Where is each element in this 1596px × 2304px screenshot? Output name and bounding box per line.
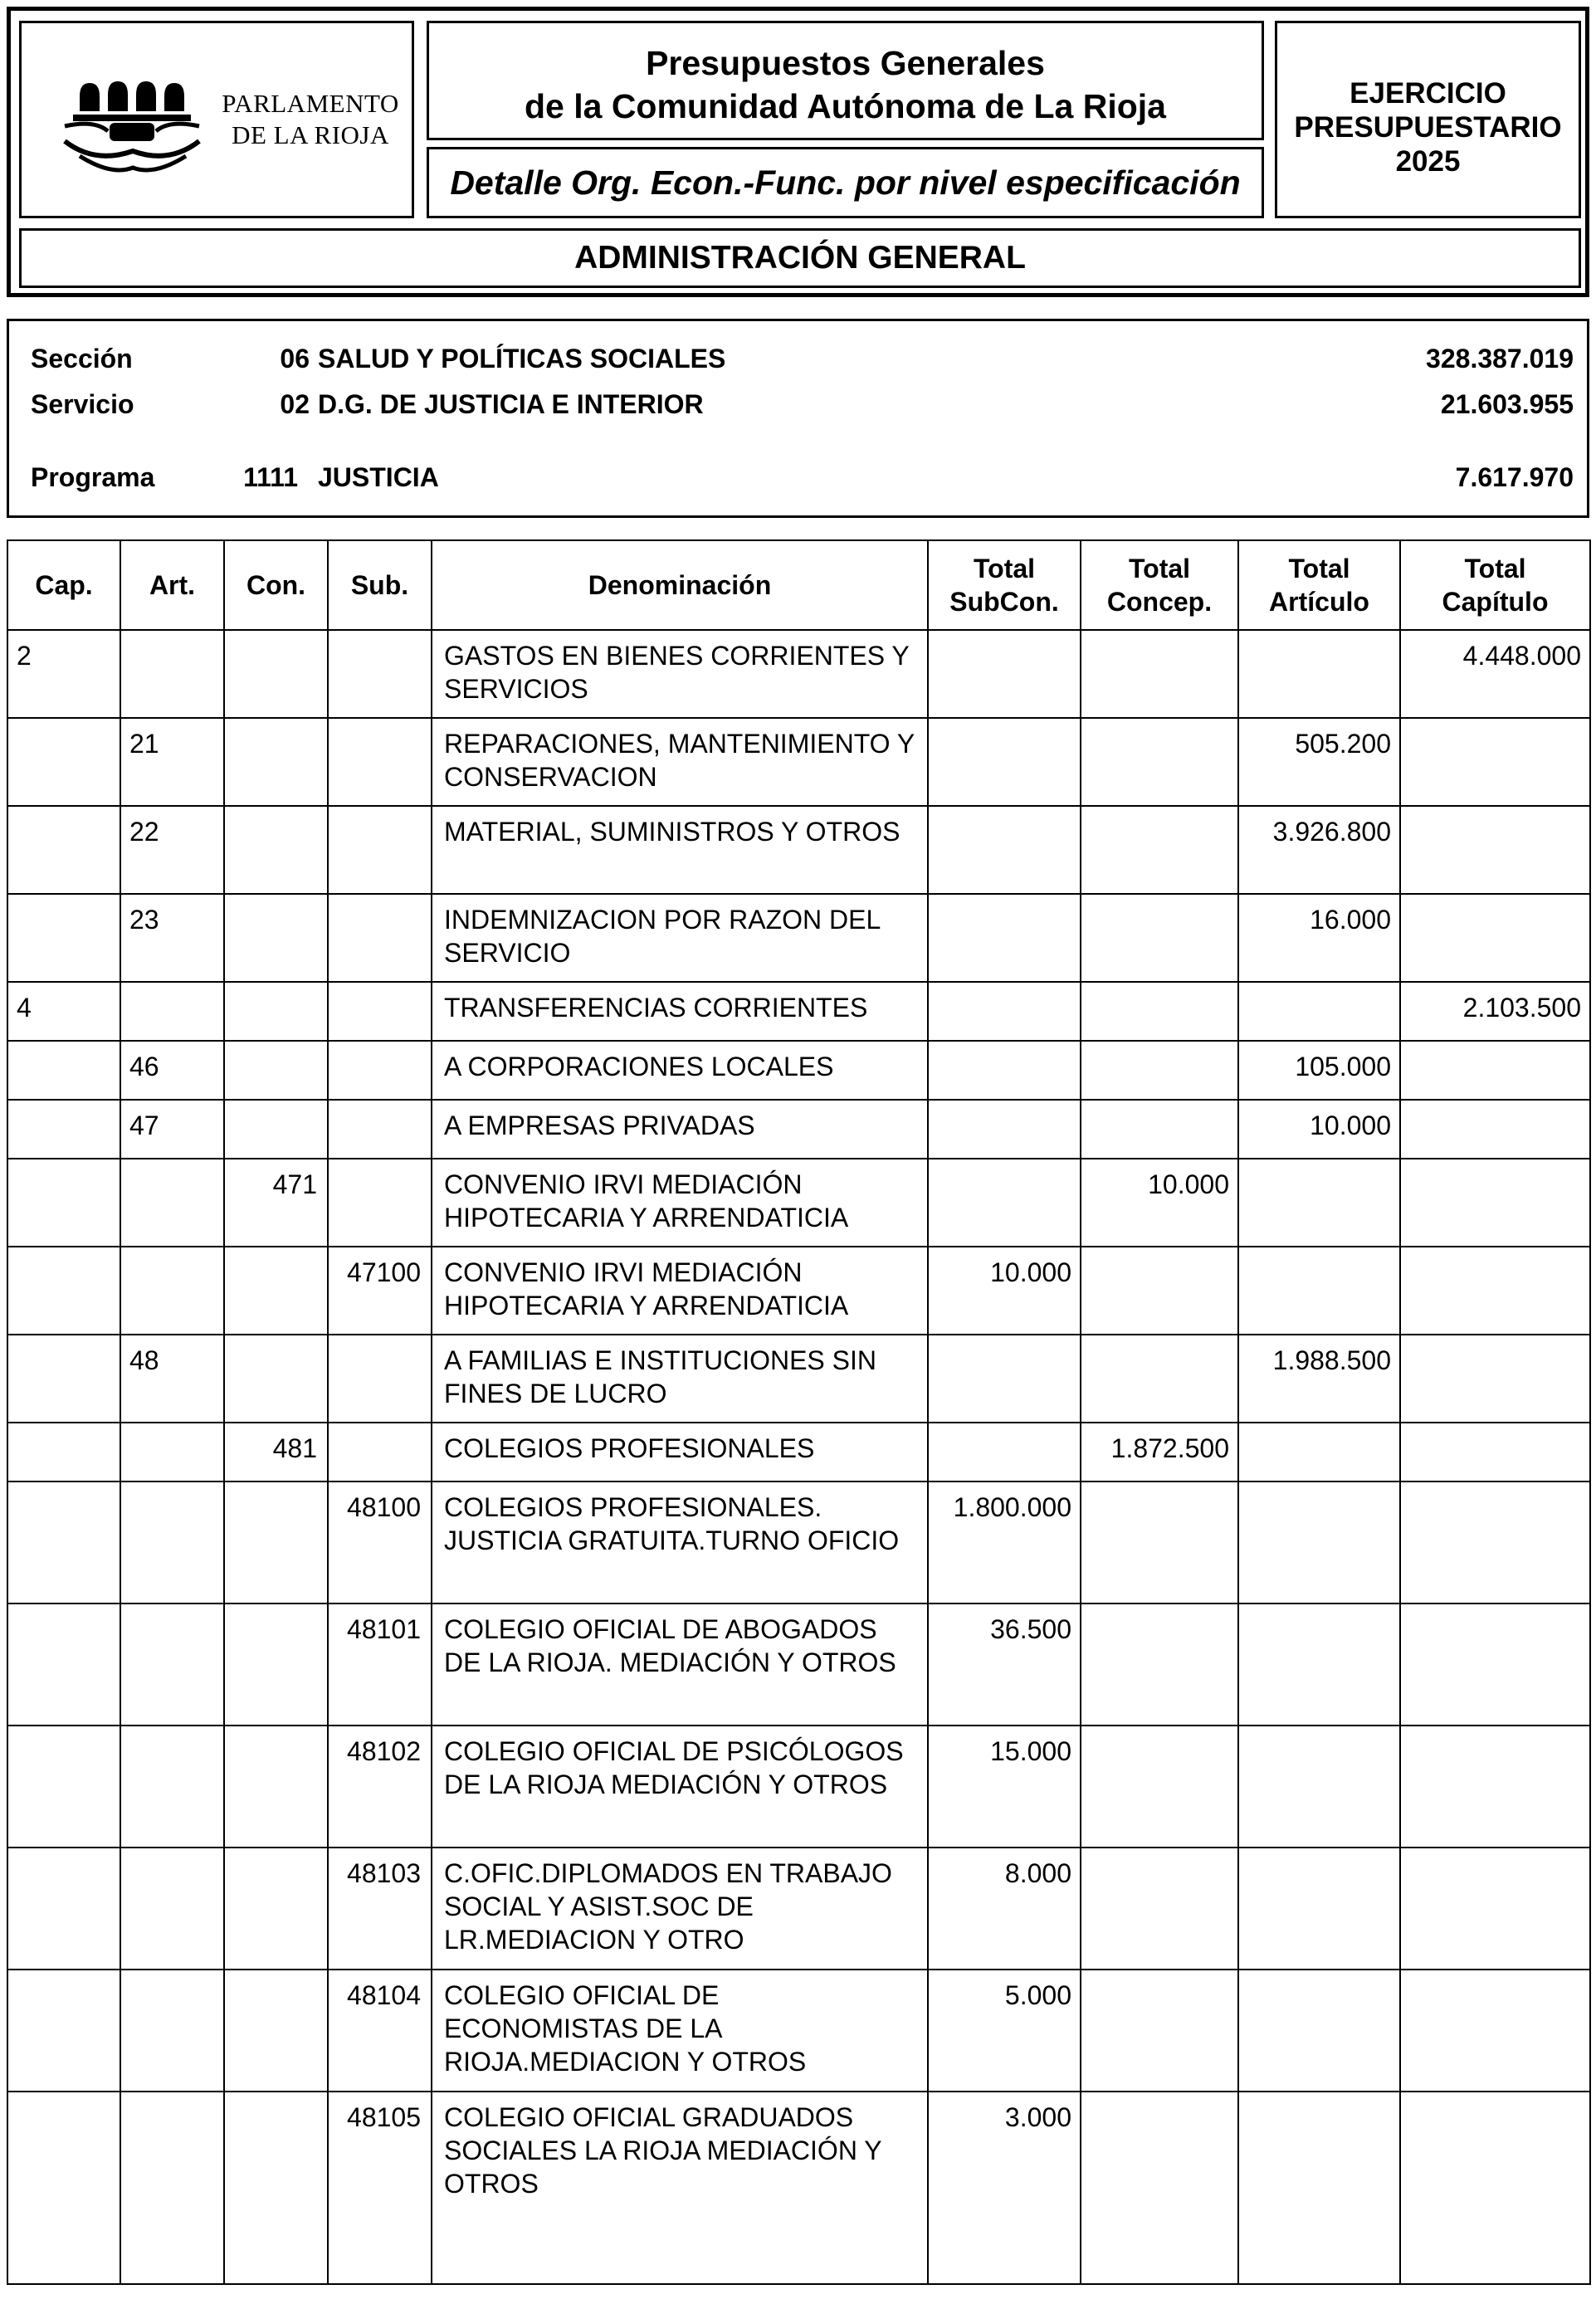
- cell-total-articulo: [1238, 982, 1400, 1041]
- cell-sub: [328, 1423, 432, 1481]
- table-row: [7, 1041, 1590, 1100]
- header-total-subcon: [928, 540, 1081, 630]
- programa-code: 1111: [243, 462, 298, 492]
- cell-total-subcon: 5.000: [928, 1970, 1081, 2092]
- logo-box: [19, 21, 414, 218]
- cell-total-subcon: 36.500: [928, 1604, 1081, 1726]
- table-row: [7, 1604, 1590, 1726]
- cell-denominacion: A EMPRESAS PRIVADAS: [432, 1100, 928, 1159]
- table-row: [7, 1970, 1590, 2092]
- cell-total-subcon: [928, 1423, 1081, 1481]
- cell-total-capitulo: [1400, 1481, 1590, 1604]
- cell-cap: [7, 2092, 120, 2284]
- cell-cap: [7, 894, 120, 982]
- cell-total-capitulo: [1400, 1848, 1590, 1970]
- exercise-year: 2025: [1395, 145, 1461, 178]
- cell-denominacion: COLEGIOS PROFESIONALES: [432, 1423, 928, 1481]
- servicio-name: D.G. DE JUSTICIA E INTERIOR: [318, 389, 704, 419]
- cell-con: [224, 1335, 328, 1423]
- cell-cap: [7, 718, 120, 806]
- cell-total-articulo: [1238, 1247, 1400, 1335]
- exercise-box: [1275, 21, 1581, 218]
- cell-con: [224, 1604, 328, 1726]
- seccion-label: Sección: [31, 344, 133, 373]
- cell-total-capitulo: [1400, 806, 1590, 894]
- cell-total-concep: [1081, 982, 1238, 1041]
- cell-total-subcon: [928, 1335, 1081, 1423]
- table-row: [7, 718, 1590, 806]
- header-total-capitulo-line2: Capítulo: [1442, 587, 1549, 617]
- cell-con: [224, 1970, 328, 2092]
- cell-sub: 48104: [328, 1970, 432, 2092]
- cell-denominacion: COLEGIO OFICIAL DE ABOGADOS DE LA RIOJA. MEDIACIÓN Y OTROS: [432, 1604, 928, 1726]
- servicio-row: [9, 383, 1587, 425]
- cell-cap: [7, 1041, 120, 1100]
- cell-total-capitulo: [1400, 1100, 1590, 1159]
- seccion-code: 06: [280, 344, 310, 373]
- cell-art: [120, 630, 224, 718]
- cell-total-subcon: 10.000: [928, 1247, 1081, 1335]
- cell-cap: 4: [7, 982, 120, 1041]
- cell-art: [120, 1970, 224, 2092]
- header-total-concep-line2: Concep.: [1106, 587, 1213, 617]
- cell-total-subcon: [928, 718, 1081, 806]
- cell-total-articulo: [1238, 1159, 1400, 1247]
- cell-total-capitulo: [1400, 718, 1590, 806]
- cell-total-concep: [1081, 806, 1238, 894]
- cell-denominacion: INDEMNIZACION POR RAZON DEL SERVICIO: [432, 894, 928, 982]
- cell-sub: 48101: [328, 1604, 432, 1726]
- seccion-name: SALUD Y POLÍTICAS SOCIALES: [318, 344, 726, 373]
- table-row: [7, 1247, 1590, 1335]
- cell-sub: [328, 1335, 432, 1423]
- cell-total-concep: [1081, 1335, 1238, 1423]
- cell-total-subcon: 15.000: [928, 1726, 1081, 1848]
- cell-denominacion: A CORPORACIONES LOCALES: [432, 1041, 928, 1100]
- cell-total-concep: [1081, 894, 1238, 982]
- table-row: [7, 1726, 1590, 1848]
- header-cap: Cap.: [7, 540, 120, 630]
- cell-con: [224, 806, 328, 894]
- header-total-subcon-line2: SubCon.: [949, 587, 1059, 617]
- cell-con: 481: [224, 1423, 328, 1481]
- administration-title: ADMINISTRACIÓN GENERAL: [574, 240, 1026, 276]
- budget-exercise: [1277, 76, 1579, 178]
- header-sub: Sub.: [328, 540, 432, 630]
- cell-art: [120, 1247, 224, 1335]
- cell-total-articulo: [1238, 2092, 1400, 2284]
- cell-total-concep: [1081, 2092, 1238, 2284]
- cell-total-capitulo: [1400, 1159, 1590, 1247]
- cell-total-articulo: [1238, 1423, 1400, 1481]
- cell-total-articulo: [1238, 1970, 1400, 2092]
- cell-total-articulo: [1238, 1481, 1400, 1604]
- cell-art: [120, 2092, 224, 2284]
- cell-cap: [7, 1726, 120, 1848]
- cell-total-concep: [1081, 1100, 1238, 1159]
- cell-con: [224, 1481, 328, 1604]
- cell-sub: [328, 718, 432, 806]
- cell-art: [120, 1726, 224, 1848]
- cell-cap: [7, 1481, 120, 1604]
- cell-total-capitulo: 4.448.000: [1400, 630, 1590, 718]
- exercise-line1: EJERCICIO: [1350, 77, 1506, 110]
- cell-total-articulo: 505.200: [1238, 718, 1400, 806]
- cell-art: [120, 1159, 224, 1247]
- cell-denominacion: MATERIAL, SUMINISTROS Y OTROS: [432, 806, 928, 894]
- cell-total-articulo: 105.000: [1238, 1041, 1400, 1100]
- cell-total-concep: [1081, 1604, 1238, 1726]
- cell-con: [224, 1247, 328, 1335]
- cell-art: 46: [120, 1041, 224, 1100]
- cell-cap: 2: [7, 630, 120, 718]
- cell-total-concep: [1081, 1041, 1238, 1100]
- cell-total-subcon: [928, 806, 1081, 894]
- section-info: [7, 319, 1589, 518]
- cell-total-concep: [1081, 1970, 1238, 2092]
- cell-sub: [328, 806, 432, 894]
- parliament-logo-icon: [61, 65, 216, 181]
- header-total-concep: [1081, 540, 1238, 630]
- header-denominacion: Denominación: [432, 540, 928, 630]
- document-header: [7, 7, 1589, 297]
- table-row: [7, 1848, 1590, 1970]
- cell-total-concep: 10.000: [1081, 1159, 1238, 1247]
- cell-cap: [7, 1335, 120, 1423]
- cell-art: [120, 1423, 224, 1481]
- programa-row: [9, 456, 1587, 498]
- cell-art: [120, 1848, 224, 1970]
- cell-con: [224, 1726, 328, 1848]
- cell-denominacion: GASTOS EN BIENES CORRIENTES Y SERVICIOS: [432, 630, 928, 718]
- cell-con: 471: [224, 1159, 328, 1247]
- table-row: [7, 806, 1590, 894]
- cell-denominacion: COLEGIO OFICIAL DE PSICÓLOGOS DE LA RIOJA MEDIACIÓN Y OTROS: [432, 1726, 928, 1848]
- cell-total-concep: [1081, 1481, 1238, 1604]
- cell-cap: [7, 1604, 120, 1726]
- header-art: Art.: [120, 540, 224, 630]
- cell-cap: [7, 1159, 120, 1247]
- cell-denominacion: C.OFIC.DIPLOMADOS EN TRABAJO SOCIAL Y ASIST.SOC DE LR.MEDIACION Y OTRO: [432, 1848, 928, 1970]
- cell-art: 47: [120, 1100, 224, 1159]
- cell-cap: [7, 1100, 120, 1159]
- cell-sub: [328, 1159, 432, 1247]
- cell-sub: [328, 1041, 432, 1100]
- cell-total-articulo: [1238, 630, 1400, 718]
- cell-art: 22: [120, 806, 224, 894]
- table-body: [7, 630, 1590, 2284]
- parliament-name-line2: DE LA RIOJA: [232, 120, 389, 149]
- cell-sub: 48100: [328, 1481, 432, 1604]
- table-row: [7, 1159, 1590, 1247]
- cell-total-articulo: 3.926.800: [1238, 806, 1400, 894]
- cell-total-capitulo: [1400, 1726, 1590, 1848]
- document-title: [429, 41, 1262, 128]
- document-title-line2: de la Comunidad Autónoma de La Rioja: [525, 87, 1166, 125]
- cell-total-articulo: 1.988.500: [1238, 1335, 1400, 1423]
- cell-cap: [7, 1247, 120, 1335]
- table-row: [7, 982, 1590, 1041]
- header-total-capitulo: [1400, 540, 1590, 630]
- document-title-line1: Presupuestos Generales: [646, 44, 1045, 82]
- exercise-line2: PRESUPUESTARIO: [1294, 111, 1562, 144]
- cell-total-capitulo: 2.103.500: [1400, 982, 1590, 1041]
- cell-denominacion: TRANSFERENCIAS CORRIENTES: [432, 982, 928, 1041]
- header-total-subcon-line1: Total: [973, 554, 1036, 583]
- cell-sub: 48105: [328, 2092, 432, 2284]
- seccion-amount: 328.387.019: [1426, 344, 1574, 373]
- cell-con: [224, 718, 328, 806]
- cell-con: [224, 1041, 328, 1100]
- header-total-articulo-line1: Total: [1288, 554, 1350, 583]
- programa-label: Programa: [31, 462, 155, 492]
- cell-art: [120, 982, 224, 1041]
- table-row: [7, 630, 1590, 718]
- cell-sub: 48102: [328, 1726, 432, 1848]
- cell-total-concep: [1081, 1247, 1238, 1335]
- header-total-articulo: [1238, 540, 1400, 630]
- cell-total-subcon: [928, 982, 1081, 1041]
- cell-con: [224, 2092, 328, 2284]
- programa-name: JUSTICIA: [318, 462, 439, 492]
- cell-total-capitulo: [1400, 2092, 1590, 2284]
- cell-total-articulo: [1238, 1604, 1400, 1726]
- header-total-capitulo-line1: Total: [1464, 554, 1526, 583]
- cell-total-subcon: [928, 1041, 1081, 1100]
- admin-box: [19, 228, 1581, 288]
- cell-total-capitulo: [1400, 1604, 1590, 1726]
- parliament-name: [211, 88, 410, 151]
- cell-con: [224, 1100, 328, 1159]
- title-box: [427, 21, 1264, 140]
- cell-total-subcon: 3.000: [928, 2092, 1081, 2284]
- cell-total-capitulo: [1400, 894, 1590, 982]
- servicio-code: 02: [280, 389, 310, 419]
- servicio-amount: 21.603.955: [1440, 389, 1574, 419]
- cell-sub: 48103: [328, 1848, 432, 1970]
- cell-sub: 47100: [328, 1247, 432, 1335]
- document-subtitle: Detalle Org. Econ.-Func. por nivel especificación: [450, 163, 1241, 202]
- cell-art: 23: [120, 894, 224, 982]
- cell-total-subcon: [928, 630, 1081, 718]
- cell-total-articulo: [1238, 1848, 1400, 1970]
- header-total-articulo-line2: Artículo: [1269, 587, 1369, 617]
- cell-total-capitulo: [1400, 1423, 1590, 1481]
- cell-cap: [7, 1848, 120, 1970]
- cell-art: [120, 1481, 224, 1604]
- cell-cap: [7, 1970, 120, 2092]
- header-con: Con.: [224, 540, 328, 630]
- cell-total-articulo: [1238, 1726, 1400, 1848]
- table-header-row: [7, 540, 1590, 630]
- cell-total-subcon: [928, 1159, 1081, 1247]
- servicio-label: Servicio: [31, 389, 134, 419]
- cell-sub: [328, 630, 432, 718]
- cell-denominacion: COLEGIO OFICIAL GRADUADOS SOCIALES LA RIOJA MEDIACIÓN Y OTROS: [432, 2092, 928, 2284]
- budget-table: [7, 539, 1591, 2285]
- cell-sub: [328, 894, 432, 982]
- header-total-concep-line1: Total: [1128, 554, 1191, 583]
- table-row: [7, 894, 1590, 982]
- cell-denominacion: REPARACIONES, MANTENIMIENTO Y CONSERVACION: [432, 718, 928, 806]
- cell-total-concep: 1.872.500: [1081, 1423, 1238, 1481]
- cell-denominacion: COLEGIOS PROFESIONALES. JUSTICIA GRATUITA.TURNO OFICIO: [432, 1481, 928, 1604]
- cell-sub: [328, 1100, 432, 1159]
- programa-amount: 7.617.970: [1455, 462, 1574, 492]
- cell-denominacion: CONVENIO IRVI MEDIACIÓN HIPOTECARIA Y ARRENDATICIA: [432, 1247, 928, 1335]
- cell-total-capitulo: [1400, 1247, 1590, 1335]
- cell-total-subcon: 8.000: [928, 1848, 1081, 1970]
- table-row: [7, 1481, 1590, 1604]
- parliament-name-line1: PARLAMENTO: [222, 89, 399, 118]
- cell-art: 48: [120, 1335, 224, 1423]
- cell-denominacion: A FAMILIAS E INSTITUCIONES SIN FINES DE LUCRO: [432, 1335, 928, 1423]
- cell-sub: [328, 982, 432, 1041]
- cell-total-capitulo: [1400, 1970, 1590, 2092]
- cell-total-subcon: [928, 894, 1081, 982]
- cell-art: [120, 1604, 224, 1726]
- cell-cap: [7, 1423, 120, 1481]
- cell-total-articulo: 16.000: [1238, 894, 1400, 982]
- cell-total-concep: [1081, 630, 1238, 718]
- cell-con: [224, 1848, 328, 1970]
- budget-table-wrapper: [7, 539, 1589, 2285]
- cell-denominacion: CONVENIO IRVI MEDIACIÓN HIPOTECARIA Y ARRENDATICIA: [432, 1159, 928, 1247]
- cell-total-concep: [1081, 1726, 1238, 1848]
- cell-cap: [7, 806, 120, 894]
- seccion-row: [9, 338, 1587, 379]
- cell-con: [224, 894, 328, 982]
- cell-total-subcon: [928, 1100, 1081, 1159]
- table-row: [7, 1423, 1590, 1481]
- cell-total-concep: [1081, 1848, 1238, 1970]
- cell-con: [224, 630, 328, 718]
- cell-total-capitulo: [1400, 1335, 1590, 1423]
- cell-total-subcon: 1.800.000: [928, 1481, 1081, 1604]
- cell-total-capitulo: [1400, 1041, 1590, 1100]
- table-row: [7, 2092, 1590, 2284]
- cell-total-articulo: 10.000: [1238, 1100, 1400, 1159]
- cell-art: 21: [120, 718, 224, 806]
- cell-total-concep: [1081, 718, 1238, 806]
- cell-denominacion: COLEGIO OFICIAL DE ECONOMISTAS DE LA RIOJA.MEDIACION Y OTROS: [432, 1970, 928, 2092]
- subtitle-box: [427, 147, 1264, 218]
- table-row: [7, 1100, 1590, 1159]
- table-row: [7, 1335, 1590, 1423]
- cell-con: [224, 982, 328, 1041]
